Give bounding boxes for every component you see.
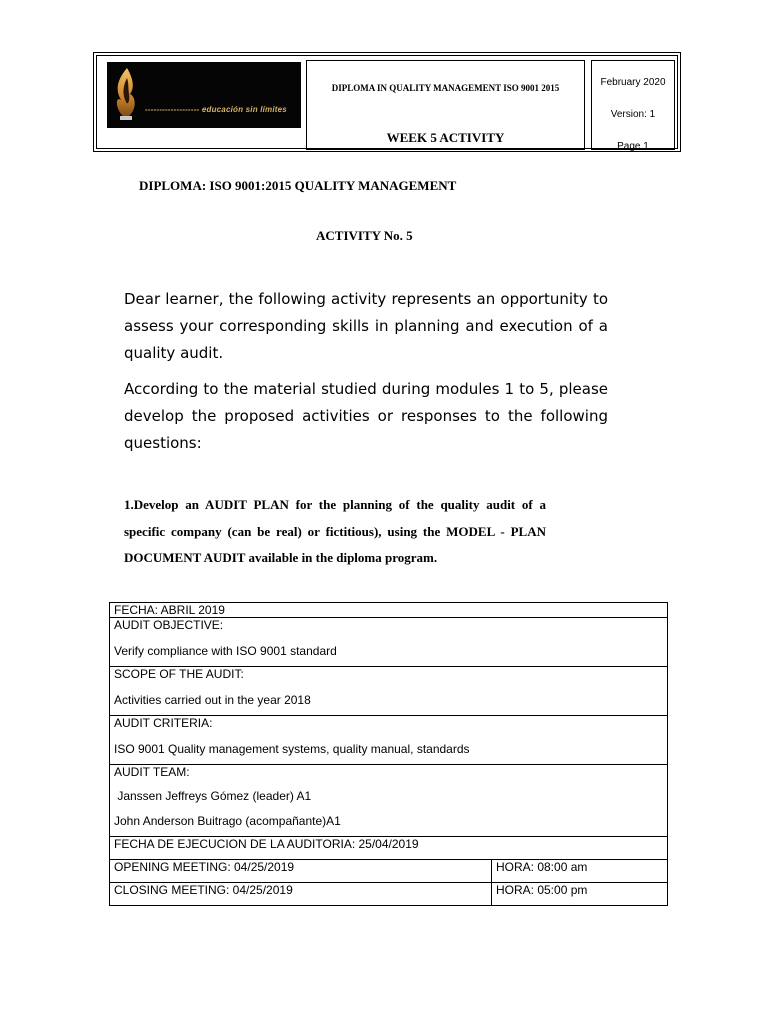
document-header xyxy=(93,52,681,152)
audit-criteria-value: ISO 9001 Quality management systems, quality manual, standards xyxy=(114,742,470,756)
opening-meeting: OPENING MEETING: 04/25/2019 xyxy=(110,860,492,883)
table-row xyxy=(110,765,668,837)
table-row xyxy=(110,716,668,765)
program-title: DIPLOMA IN QUALITY MANAGEMENT ISO 9001 2015 xyxy=(331,83,560,93)
table-row xyxy=(110,883,668,906)
intro-paragraph: Dear learner, the following activity represents an opportunity to assess your corresponding skills in planning and execution of a quality audit. xyxy=(124,290,608,362)
institution-logo xyxy=(107,62,301,128)
question-1: 1.Develop an AUDIT PLAN for the planning of the quality audit of a specific company (can be real) or fictitious), using the MODEL - PLAN DOCUMENT AUDIT available in the diploma program. xyxy=(124,497,546,565)
audit-scope-label: SCOPE OF THE AUDIT: xyxy=(114,667,244,681)
closing-meeting: CLOSING MEETING: 04/25/2019 xyxy=(110,883,492,906)
audit-objective-value: Verify compliance with ISO 9001 standard xyxy=(114,644,337,658)
header-meta-cell xyxy=(591,60,675,150)
audit-plan-table xyxy=(109,602,668,906)
document-date: February 2020 xyxy=(600,77,666,88)
table-row xyxy=(110,618,668,667)
audit-team-label: AUDIT TEAM: xyxy=(114,765,190,779)
audit-scope-cell xyxy=(110,667,668,716)
audit-criteria-cell xyxy=(110,716,668,765)
audit-criteria-label: AUDIT CRITERIA: xyxy=(114,716,213,730)
table-row xyxy=(110,603,668,618)
audit-team-cell xyxy=(110,765,668,837)
table-row xyxy=(110,860,668,883)
audit-objective-cell xyxy=(110,618,668,667)
header-title-cell xyxy=(306,60,585,150)
page-title: DIPLOMA: ISO 9001:2015 QUALITY MANAGEMENT xyxy=(139,178,457,193)
table-row xyxy=(110,837,668,860)
flame-icon xyxy=(113,66,139,124)
closing-time: HORA: 05:00 pm xyxy=(492,883,668,906)
page-number: Page 1 xyxy=(617,141,649,152)
opening-time: HORA: 08:00 am xyxy=(492,860,668,883)
document-version: Version: 1 xyxy=(610,109,656,120)
logo-cell xyxy=(103,60,303,148)
activity-title: WEEK 5 ACTIVITY xyxy=(386,130,505,145)
audit-execution-date: FECHA DE EJECUCION DE LA AUDITORIA: 25/04/2019 xyxy=(110,837,668,860)
header-frame xyxy=(96,55,678,152)
audit-date: FECHA: ABRIL 2019 xyxy=(110,603,668,618)
audit-team-member: John Anderson Buitrago (acompañante)A1 xyxy=(114,814,341,828)
instructions-paragraph: According to the material studied during modules 1 to 5, please develop the proposed activities or responses to the following questions: xyxy=(124,380,608,452)
table-row xyxy=(110,667,668,716)
audit-team-member: Janssen Jeffreys Gómez (leader) A1 xyxy=(114,789,312,803)
audit-scope-value: Activities carried out in the year 2018 xyxy=(114,693,311,707)
logo-tagline: ------------------- educación sin límites xyxy=(145,105,287,114)
audit-objective-label: AUDIT OBJECTIVE: xyxy=(114,618,224,632)
activity-number: ACTIVITY No. 5 xyxy=(316,228,413,243)
